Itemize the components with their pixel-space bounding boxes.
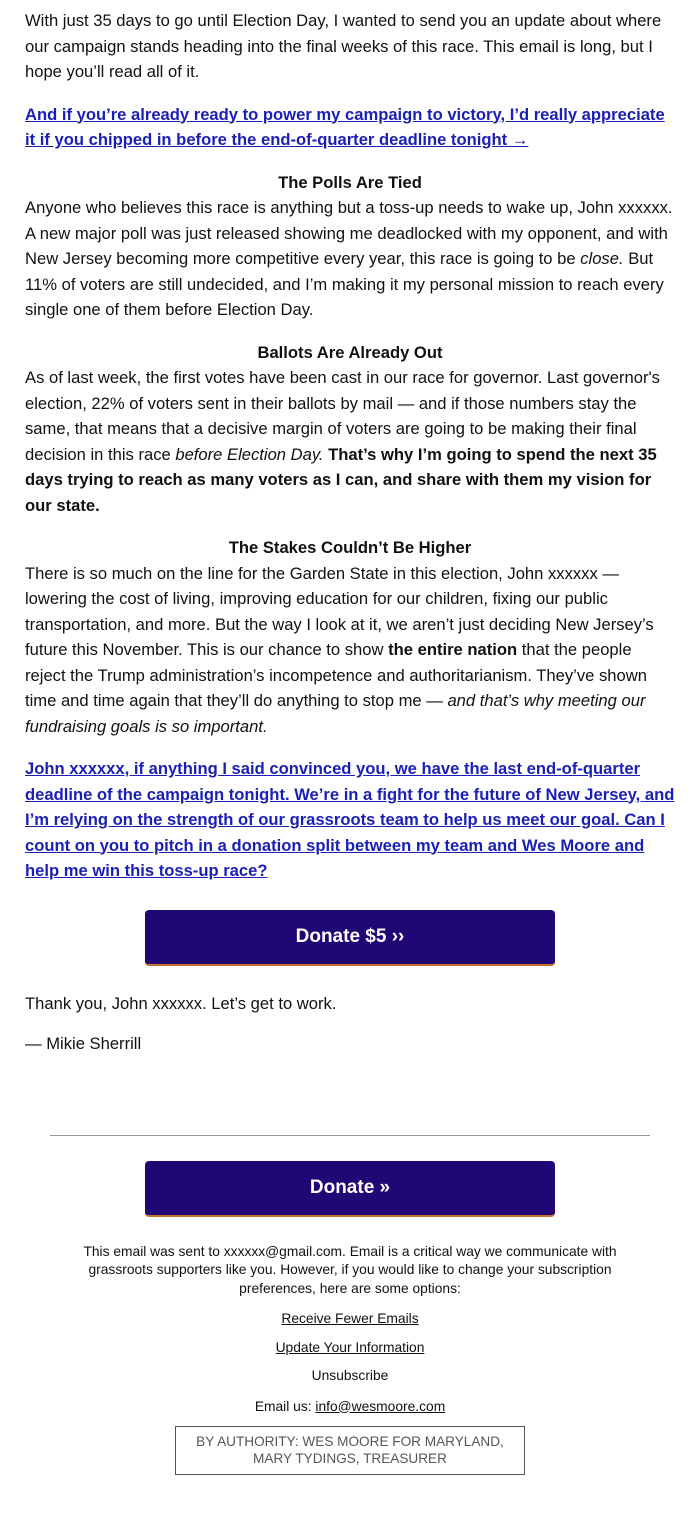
footer-links xyxy=(0,1310,700,1416)
ballots-text-a: As of last week, the first votes have been cast in our race for governor. Last governor's election, 22% of voters sent in their ballots by mail — and if those numbers stay the same, that means that a decisive margin of voters are going to be making their final decision in this race xyxy=(25,368,660,464)
update-information-link[interactable]: Update Your Information xyxy=(275,1339,425,1355)
heading-polls-tied: The Polls Are Tied xyxy=(278,172,422,192)
donate-5-button[interactable]: Donate $5 ›› xyxy=(145,910,555,966)
stakes-text-bold: the entire nation xyxy=(388,640,518,659)
signature: — Mikie Sherrill xyxy=(25,1034,142,1053)
stakes-text-b: that the people reject the Trump administration’s incompetence and authoritarianism. They’ve shown time and time again that they’ll do anything to stop me — xyxy=(25,640,647,710)
authority-line-1: BY AUTHORITY: WES MOORE FOR MARYLAND, xyxy=(196,1434,504,1449)
donate-link-appeal[interactable]: John xxxxxx, if anything I said convinced you, we have the last end-of-quarter deadline of the campaign tonight. We’re in a fight for the future of New Jersey, and I’m relying on the strength of our grassroots team to help us meet our goal. Can I count on you to pitch in a donation split between my team and Wes Moore and help me win this toss-up race? xyxy=(25,759,675,880)
paragraph-polls xyxy=(25,195,675,323)
email-us-label: Email us: xyxy=(254,1398,316,1414)
stakes-text-a: There is so much on the line for the Garden State in this election, John xxxxxx — lowering the cost of living, improving education for our children, fixing our public transportation, and more. But the way I look at it, we aren’t just deciding New Jersey’s future this November. This is our chance to show xyxy=(25,563,654,659)
polls-text-a: Anyone who believes this race is anything but a toss-up needs to wake up, John xxxxxx. A new major poll was just released showing me deadlocked with my opponent, and with New Jersey becoming more competitive every year, this race is going to be xyxy=(25,198,673,268)
stakes-text-italic: and that’s why meeting our fundraising goals is so important. xyxy=(25,691,646,736)
paid-for-by-box xyxy=(175,1426,525,1475)
cta-paragraph-2 xyxy=(25,756,675,884)
donate-link-intro[interactable]: And if you’re already ready to power my campaign to victory, I’d really appreciate it if you chipped in before the end-of-quarter deadline tonight → xyxy=(25,104,665,149)
ballots-text-italic: before Election Day. xyxy=(175,444,324,464)
authority-line-2: MARY TYDINGS, TREASURER xyxy=(253,1450,447,1466)
paragraph-stakes xyxy=(25,561,675,740)
heading-ballots-out: Ballots Are Already Out xyxy=(257,342,443,362)
footer xyxy=(0,1243,700,1476)
footer-donate-button[interactable]: Donate » xyxy=(145,1161,555,1217)
unsubscribe-text: Unsubscribe xyxy=(311,1368,389,1383)
thanks-line: Thank you, John xxxxxx. Let’s get to work. xyxy=(25,993,337,1013)
ballots-text-bold: That’s why I’m going to spend the next 35 days trying to reach as many voters as I can, and share with them my vision for our state. xyxy=(25,444,657,515)
polls-text-italic: close. xyxy=(580,249,624,268)
footer-notice: This email was sent to xxxxxx@gmail.com. Email is a critical way we communicate with grassroots supporters like you. However, if you would like to change your subscription preferences, here are some options: xyxy=(83,1243,617,1296)
receive-fewer-emails-link[interactable]: Receive Fewer Emails xyxy=(281,1311,419,1326)
email-address-link[interactable]: info@wesmoore.com xyxy=(315,1398,446,1414)
paragraph-ballots xyxy=(25,365,675,518)
cta-paragraph-1 xyxy=(25,102,675,153)
email-us-line xyxy=(0,1398,700,1417)
polls-text-b: But 11% of voters are still undecided, and I’m making it my personal mission to reach every single one of them before Election Day. xyxy=(25,249,664,319)
heading-stakes: The Stakes Couldn’t Be Higher xyxy=(228,538,472,557)
intro-paragraph: With just 35 days to go until Election Day, I wanted to send you an update about where our campaign stands heading into the final weeks of this race. This email is long, but I hope you’ll read all of it. xyxy=(25,11,662,81)
